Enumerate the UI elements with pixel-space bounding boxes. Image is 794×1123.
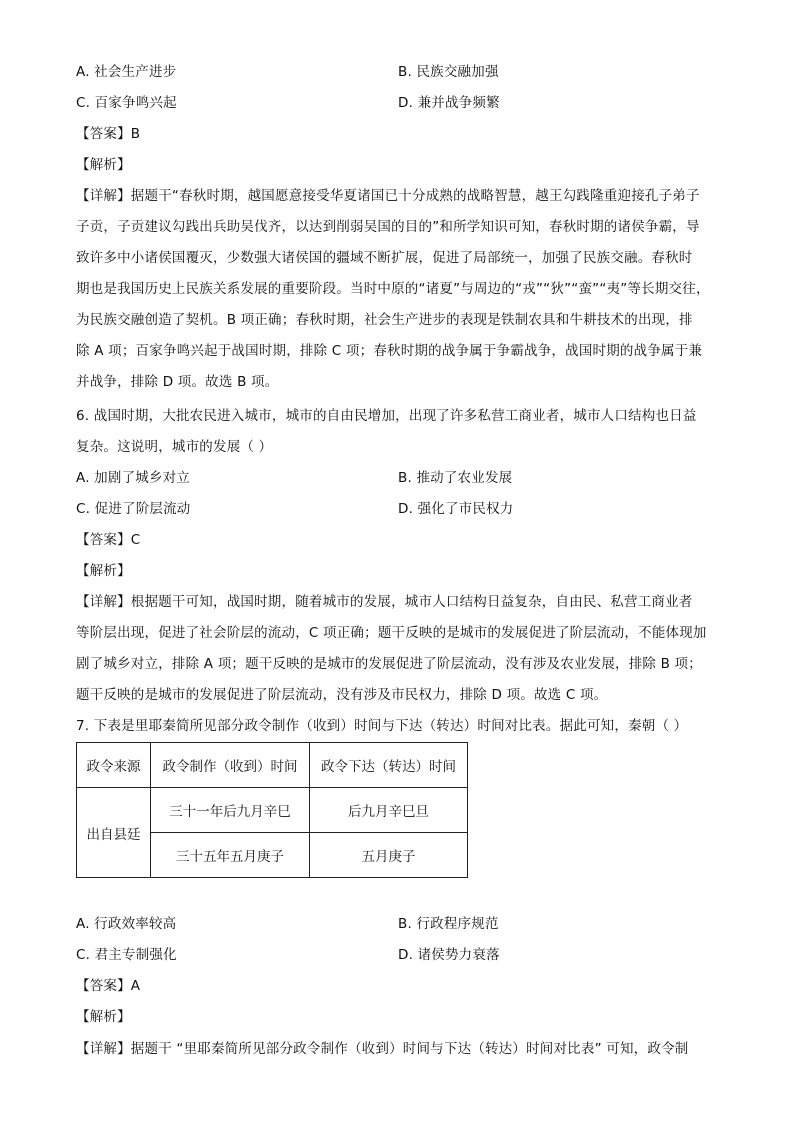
q6-answer: 【答案】C: [76, 532, 141, 548]
q5-analysis-title: 【解析】: [76, 157, 131, 173]
q6-option-a: A. 加剧了城乡对立: [76, 470, 191, 486]
q6-detail-line: 等阶层出现，促进了社会阶层的流动，C 项正确；题干反映的是城市的发展促进了阶层流动，不能体现加: [76, 625, 707, 641]
q6-detail-line: 【详解】根据题干可知，战国时期，随着城市的发展，城市人口结构日益复杂，自由民、私营工商业者: [76, 594, 693, 610]
table-header-row: [77, 743, 468, 788]
table-header-cell: 政令来源: [77, 743, 151, 788]
q5-detail-line: 【详解】据题干“春秋时期，越国愿意接受华夏诸国已十分成熟的战略智慧，越王勾践隆重迎接孔子弟子: [76, 188, 700, 204]
q7-answer: 【答案】A: [76, 978, 141, 994]
q5-option-d: D. 兼并战争频繁: [398, 95, 500, 111]
table-cell: 三十一年后九月辛巳: [151, 788, 310, 833]
q5-option-a: A. 社会生产进步: [76, 64, 177, 80]
q7-option-d: D. 诸侯势力衰落: [398, 947, 500, 963]
table-row: [77, 788, 468, 833]
q6-stem-line: 6. 战国时期，大批农民进入城市，城市的自由民增加，出现了许多私营工商业者，城市人口结构也日益: [76, 408, 697, 424]
q7-option-c: C. 君主专制强化: [76, 947, 177, 963]
table-cell: 后九月辛巳旦: [310, 788, 468, 833]
q6-detail-line: 剧了城乡对立，排除 A 项；题干反映的是城市的发展促进了阶层流动，没有涉及农业发展，排除 B 项；: [76, 656, 702, 672]
comparison-table: [76, 742, 468, 878]
q5-detail-line: 致许多中小诸侯国覆灭，少数强大诸侯国的疆域不断扩展，促进了局部统一，加强了民族交融。春秋时: [76, 250, 693, 266]
table-header-cell: 政令下达（转达）时间: [310, 743, 468, 788]
q6-option-d: D. 强化了市民权力: [398, 501, 514, 517]
q5-option-b: B. 民族交融加强: [398, 64, 499, 80]
table-cell: 三十五年五月庚子: [151, 833, 310, 878]
q7-option-b: B. 行政程序规范: [398, 916, 499, 932]
q6-stem-line: 复杂。这说明，城市的发展（ ）: [76, 439, 273, 455]
q5-detail-line: 除 A 项；百家争鸣兴起于战国时期，排除 C 项；春秋时期的战争属于争霸战争，战国时期的战争属于兼: [76, 343, 703, 359]
q5-detail-line: 为民族交融创造了契机。B 项正确；春秋时期，社会生产进步的表现是铁制农具和牛耕技术的出现，排: [76, 312, 693, 328]
q5-answer: 【答案】B: [76, 126, 141, 142]
q5-option-c: C. 百家争鸣兴起: [76, 95, 177, 111]
q7-analysis-title: 【解析】: [76, 1009, 131, 1025]
table-source-cell: 出自县廷: [77, 788, 151, 878]
q5-detail-line: 并战争，排除 D 项。故选 B 项。: [76, 374, 279, 390]
q7-option-a: A. 行政效率较高: [76, 916, 177, 932]
q6-analysis-title: 【解析】: [76, 563, 131, 579]
q5-detail-line: 期也是我国历史上民族关系发展的重要阶段。当时中原的“诸夏”与周边的“戎”“狄”“蛮”“夷”等长期交往，: [76, 281, 710, 297]
q6-option-b: B. 推动了农业发展: [398, 470, 513, 486]
q6-detail-line: 题干反映的是城市的发展促进了阶层流动，没有涉及市民权力，排除 D 项。故选 C 项。: [76, 687, 608, 703]
q6-option-c: C. 促进了阶层流动: [76, 501, 191, 517]
q7-detail-line: 【详解】据题干 “里耶秦简所见部分政令制作（收到）时间与下达（转达）时间对比表” 可知，政令制: [76, 1041, 689, 1057]
q5-detail-line: 子贡，子贡建议勾践出兵助吴伐齐，以达到削弱吴国的目的”和所学知识可知，春秋时期的诸侯争霸，导: [76, 219, 700, 235]
table-cell: 五月庚子: [310, 833, 468, 878]
table-header-cell: 政令制作（收到）时间: [151, 743, 310, 788]
q7-stem: 7. 下表是里耶秦简所见部分政令制作（收到）时间与下达（转达）时间对比表。据此可知，秦朝（ ）: [76, 718, 688, 734]
